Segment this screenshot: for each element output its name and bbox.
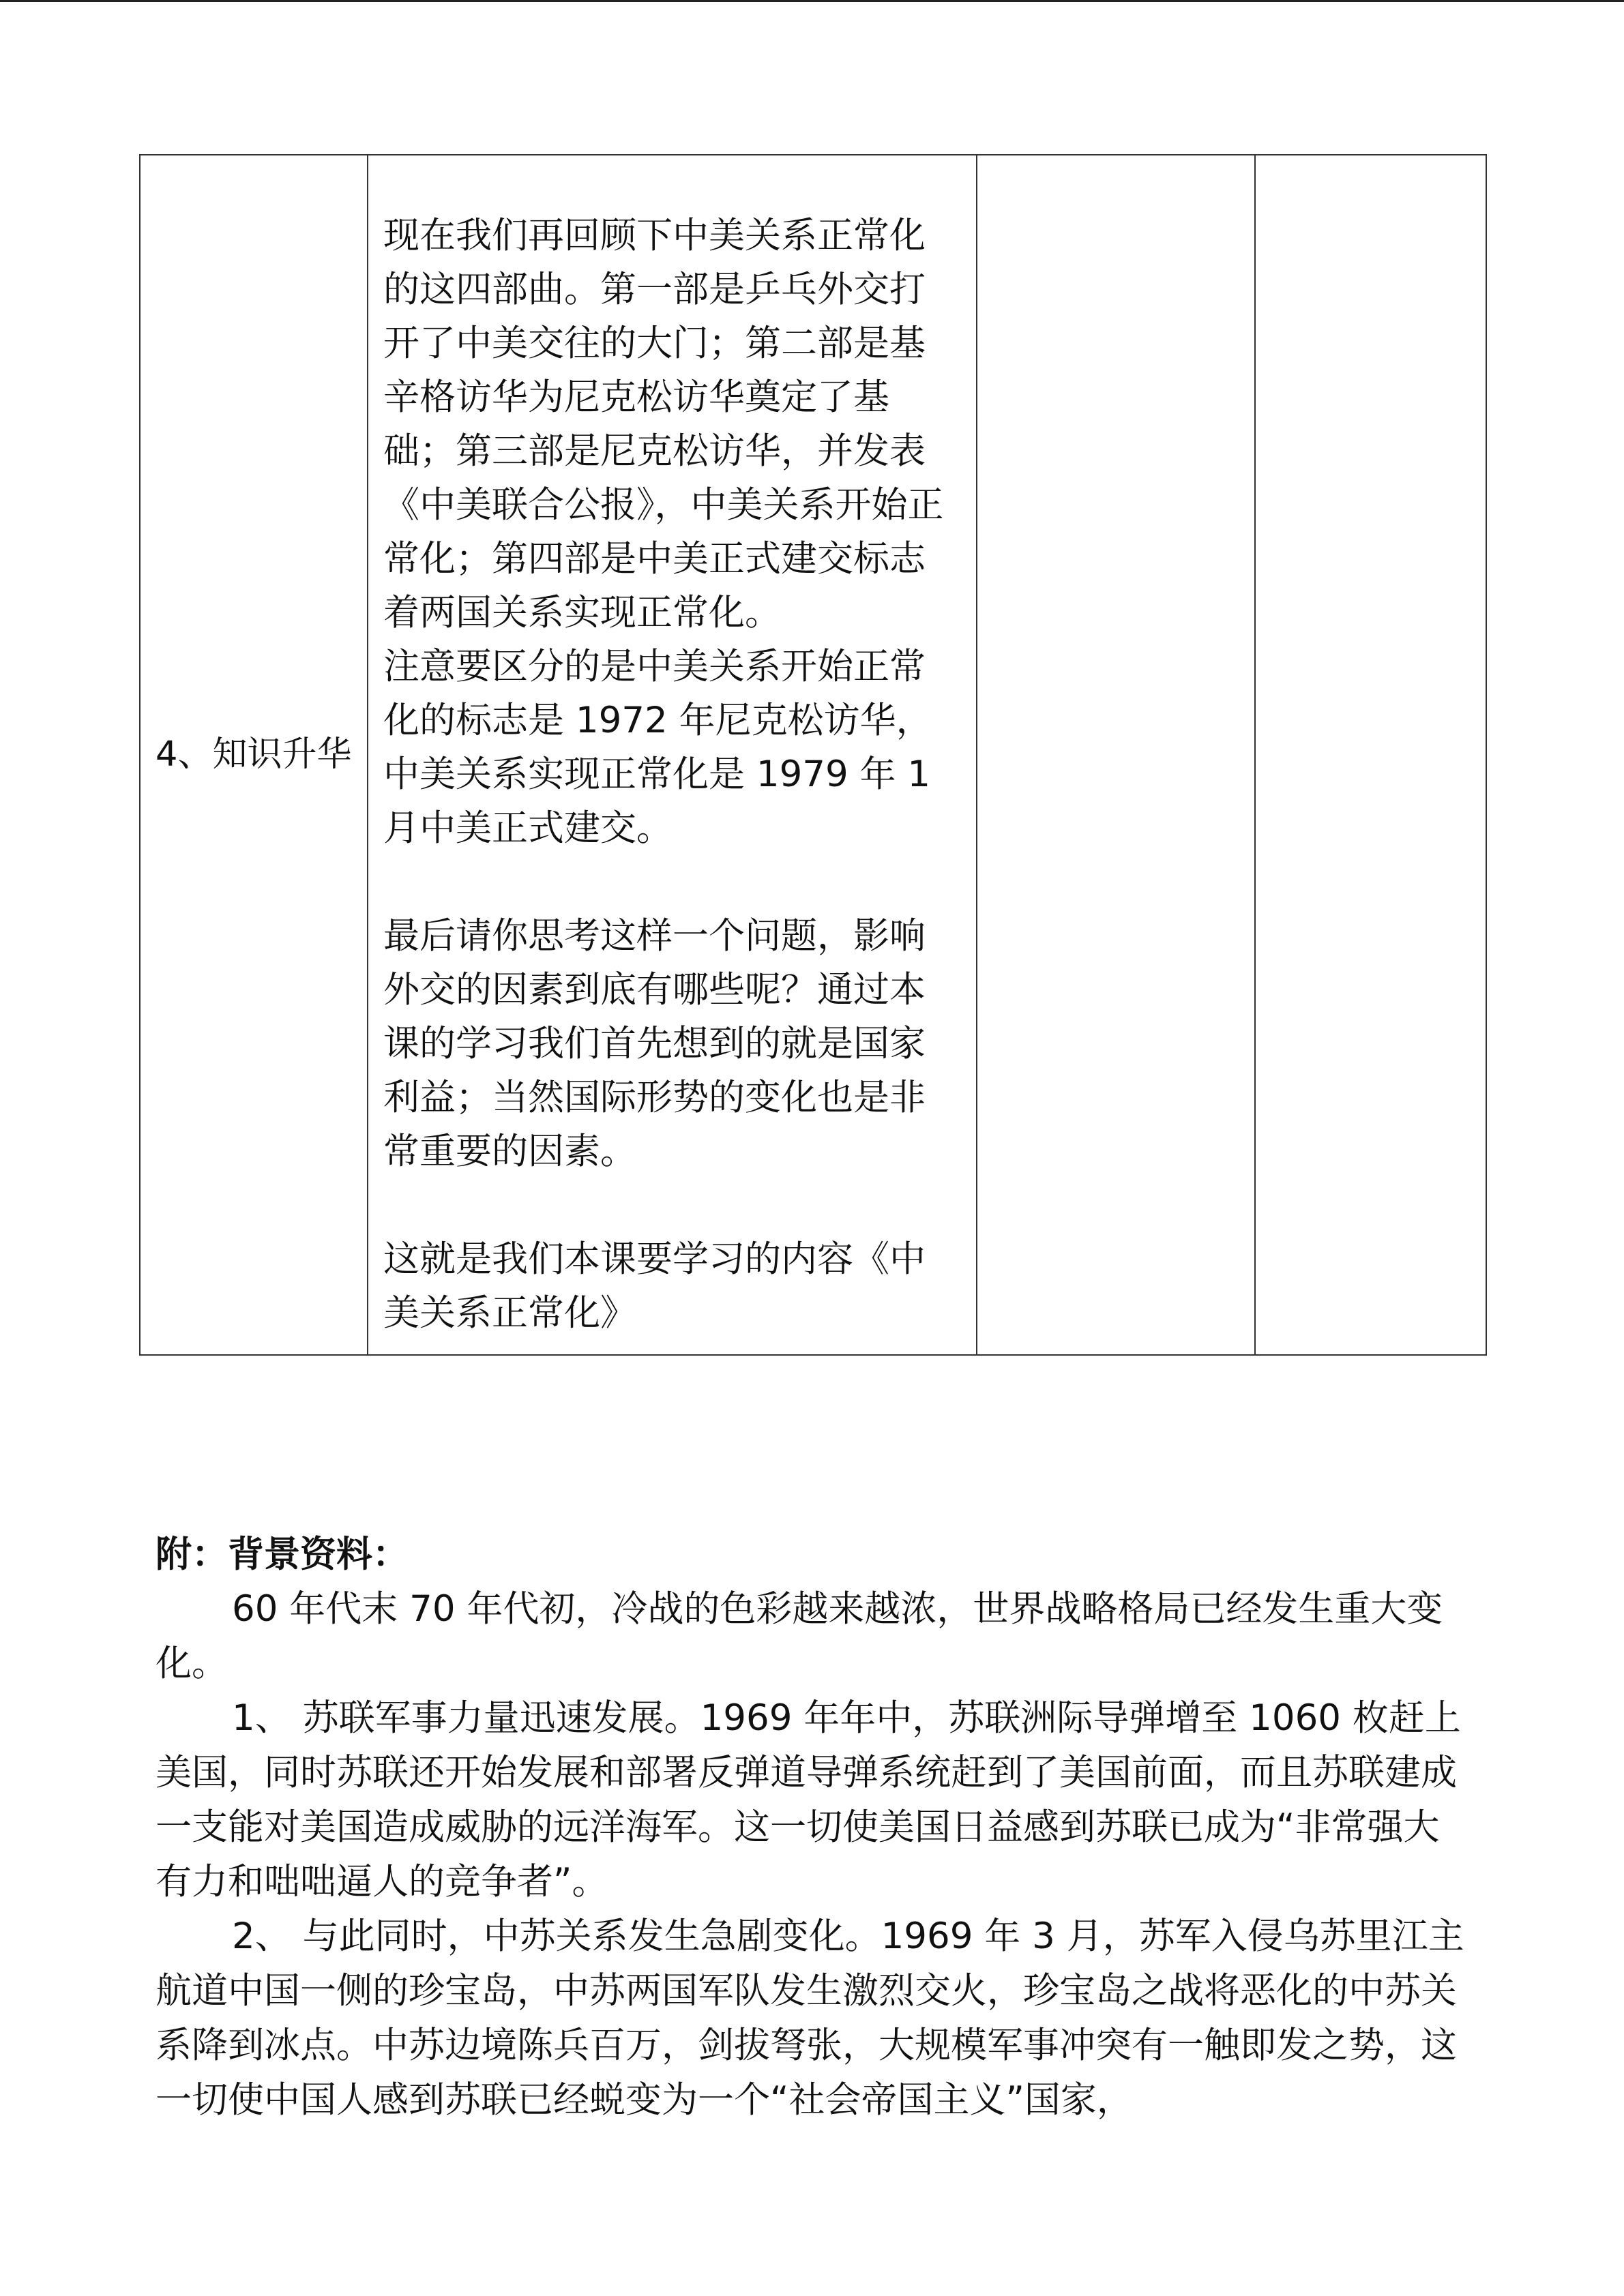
background-appendix bbox=[156, 1527, 1465, 2128]
empty-cell-3 bbox=[977, 155, 1255, 1355]
stage-cell bbox=[140, 155, 368, 1355]
review-paragraph: 现在我们再回顾下中美关系正常化的这四部曲。第一部是乒乓外交打开了中美交往的大门；第二部是基辛格访华为尼克松访华奠定了基础；第三部是尼克松访华，并发表《中美联合公报》，中美关系开始正常化；第四部是中美正式建交标志着两国关系实现正常化。 bbox=[383, 215, 944, 633]
closing-paragraph: 这就是我们本课要学习的内容《中美关系正常化》 bbox=[383, 1238, 926, 1334]
question-paragraph: 最后请你思考这样一个问题，影响外交的因素到底有哪些呢？通过本课的学习我们首先想到的就是国家利益；当然国际形势的变化也是非常重要的因素。 bbox=[383, 915, 926, 1172]
paragraph-gap bbox=[383, 855, 958, 909]
appendix-point-1: 1、 苏联军事力量迅速发展。1969 年年中，苏联洲际导弹增至 1060 枚赶上美国，同时苏联还开始发展和部署反弹道导弹系统赶到了美国前面，而且苏联建成一支能对美国造成威胁的远洋海军。这一切使美国日益感到苏联已成为“非常强大有力和咄咄逼人的竞争者”。 bbox=[156, 1697, 1461, 1903]
appendix-intro-paragraph: 60 年代末 70 年代初，冷战的色彩越来越浓，世界战略格局已经发生重大变化。 bbox=[156, 1588, 1443, 1684]
table-row bbox=[140, 155, 1486, 1355]
appendix-point-2: 2、 与此同时，中苏关系发生急剧变化。1969 年 3 月，苏军入侵乌苏里江主航道中国一侧的珍宝岛，中苏两国军队发生激烈交火，珍宝岛之战将恶化的中苏关系降到冰点。中苏边境陈兵百万，剑拔弩张，大规模军事冲突有一触即发之势，这一切使中国人感到苏联已经蜕变为一个“社会帝国主义”国家， bbox=[156, 1915, 1464, 2121]
paragraph-gap bbox=[383, 1178, 958, 1232]
empty-cell-4 bbox=[1255, 155, 1486, 1355]
stage-label: 4、知识升华 bbox=[156, 734, 352, 775]
content-cell bbox=[368, 155, 977, 1355]
note-paragraph: 注意要区分的是中美关系开始正常化的标志是 1972 年尼克松访华，中美关系实现正常化是 1979 年 1 月中美正式建交。 bbox=[383, 646, 943, 849]
appendix-title: 附：背景资料： bbox=[156, 1534, 409, 1575]
lesson-plan-table bbox=[139, 154, 1487, 1356]
page-top-border bbox=[0, 0, 1624, 2]
